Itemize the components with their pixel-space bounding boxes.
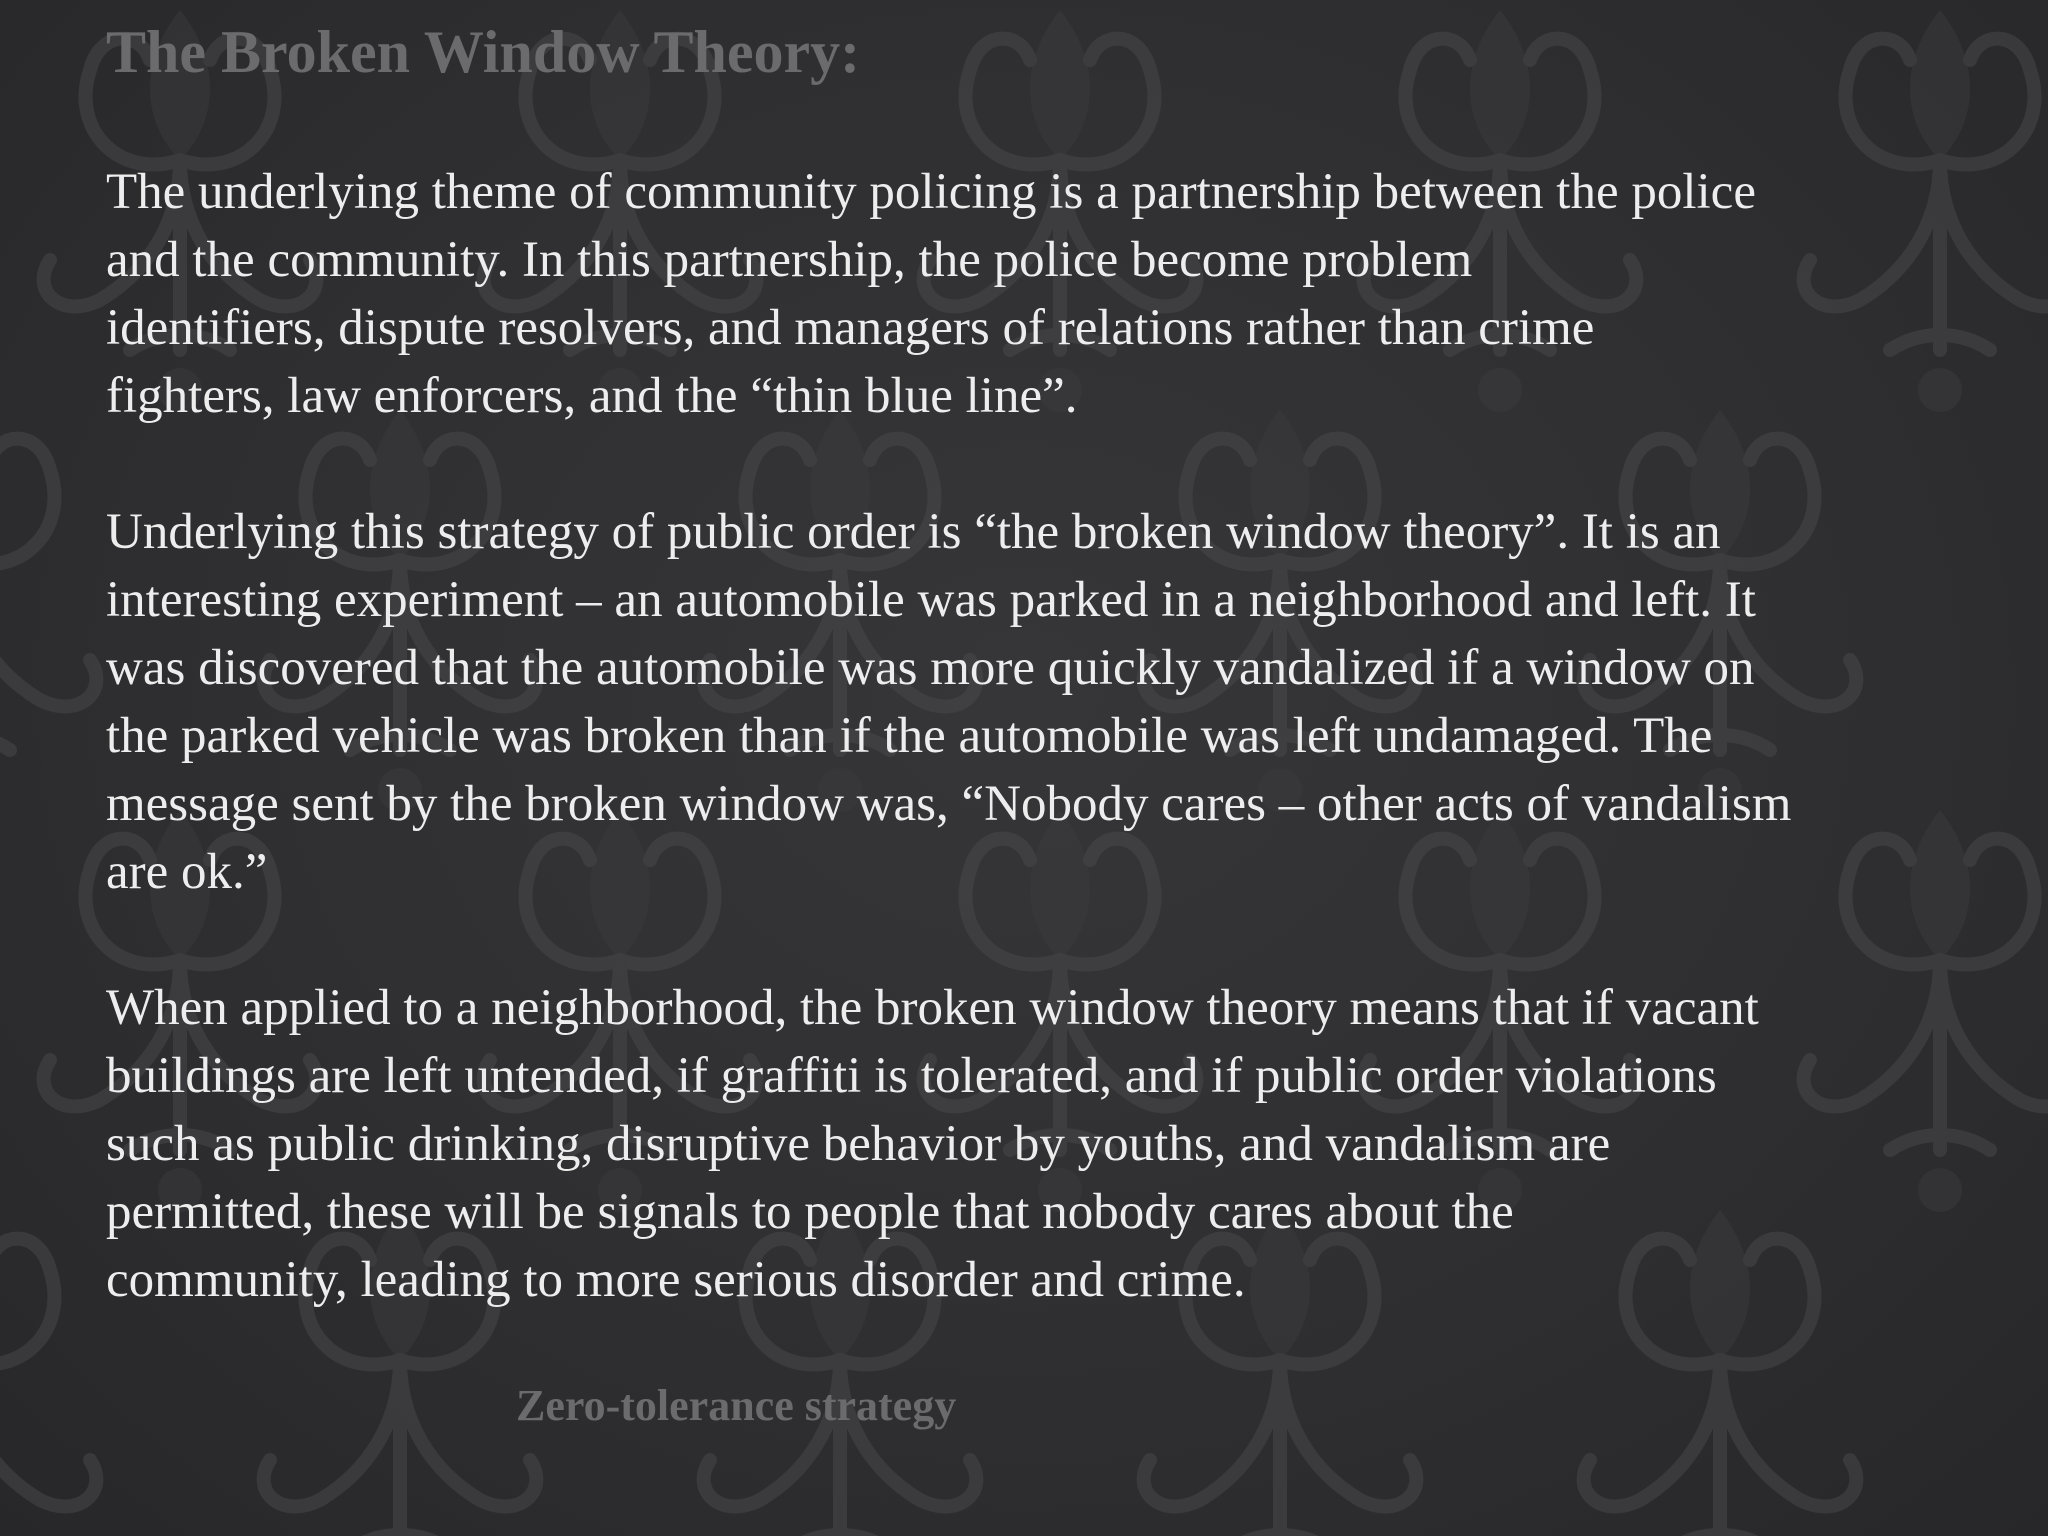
text-line: When applied to a neighborhood, the broken window theory means that if vacant [106, 980, 1759, 1036]
text-line: are ok.” [106, 844, 268, 900]
paragraph-community-policing [106, 158, 2006, 430]
paragraph-neighborhood-application [106, 974, 2006, 1314]
text-line: such as public drinking, disruptive behavior by youths, and vandalism are [106, 1116, 1611, 1172]
text-line: the parked vehicle was broken than if the automobile was left undamaged. The [106, 708, 1713, 764]
text-line: buildings are left untended, if graffiti is tolerated, and if public order violations [106, 1048, 1717, 1104]
text-line: identifiers, dispute resolvers, and managers of relations rather than crime [106, 300, 1595, 356]
slide-title: The Broken Window Theory: [106, 19, 861, 85]
slide-body [106, 158, 2006, 1382]
text-line: community, leading to more serious disorder and crime. [106, 1252, 1246, 1308]
paragraph-broken-window-experiment [106, 498, 2006, 906]
text-line: fighters, law enforcers, and the “thin blue line”. [106, 368, 1078, 424]
text-line: Underlying this strategy of public order is “the broken window theory”. It is an [106, 504, 1721, 560]
text-line: interesting experiment – an automobile was parked in a neighborhood and left. It [106, 572, 1756, 628]
text-line: permitted, these will be signals to people that nobody cares about the [106, 1184, 1514, 1240]
text-line: The underlying theme of community policing is a partnership between the police [106, 164, 1756, 220]
text-line: and the community. In this partnership, the police become problem [106, 232, 1473, 288]
text-line: was discovered that the automobile was more quickly vandalized if a window on [106, 640, 1755, 696]
text-line: message sent by the broken window was, “Nobody cares – other acts of vandalism [106, 776, 1792, 832]
footer-caption: Zero-tolerance strategy [516, 1381, 957, 1430]
